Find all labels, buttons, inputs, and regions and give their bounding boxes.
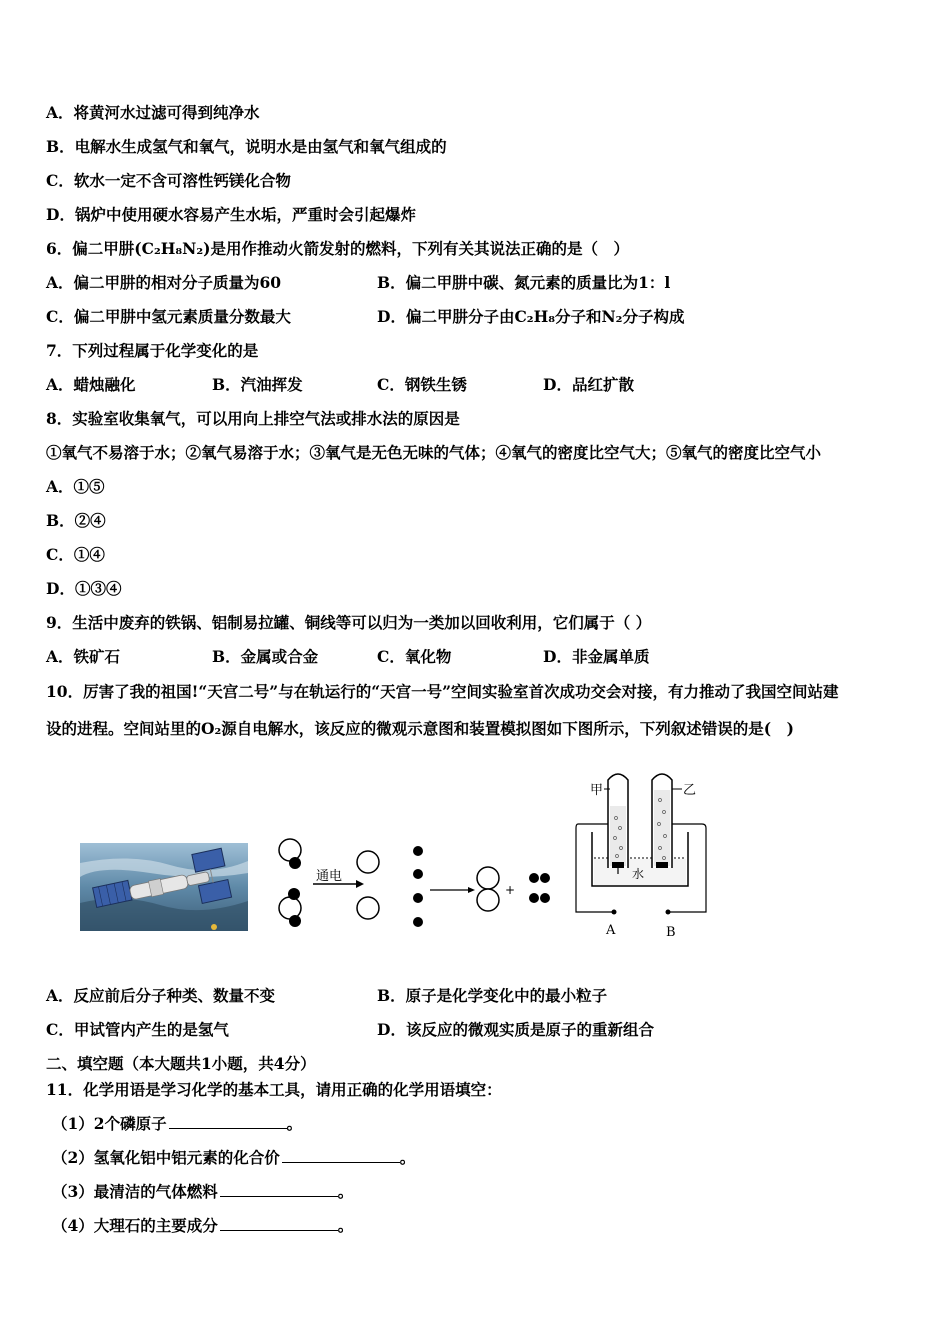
- q6-option-c: C．偏二甲肼中氢元素质量分数最大: [46, 307, 291, 326]
- oxygen-atom: [357, 897, 379, 919]
- q7-option-b: B．汽油挥发: [212, 375, 303, 394]
- q11-item-4: （4）大理石的主要成分 。: [52, 1216, 354, 1235]
- q8-option-a: A．①⑤: [46, 477, 105, 496]
- q8-stem: 8．实验室收集氧气，可以用向上排空气法或排水法的原因是: [46, 409, 460, 428]
- hydrogen-atom: [413, 917, 423, 927]
- microscopic-diagram: [268, 838, 558, 938]
- q5-option-b: B．电解水生成氢气和氧气，说明水是由氢气和氧气组成的: [46, 137, 447, 156]
- q10-option-a: A．反应前后分子种类、数量不变: [46, 986, 276, 1005]
- h2-molecule-atom: [529, 873, 539, 883]
- q9-option-c: C．氧化物: [377, 647, 452, 666]
- h2-molecule-atom: [529, 893, 539, 903]
- q8-option-d: D．①③④: [46, 579, 122, 598]
- hydrogen-atom: [413, 893, 423, 903]
- tube-right-liquid: [654, 790, 670, 866]
- q11-item-2: （2）氢氧化铝中铝元素的化合价 。: [52, 1148, 416, 1167]
- q9-option-b: B．金属或合金: [212, 647, 319, 666]
- electrode-b-label: B: [666, 925, 676, 940]
- q8-statements: ①氧气不易溶于水；②氧气易溶于水；③氧气是无色无味的气体；④氧气的密度比空气大；⑤氧气的密度比空气小: [46, 443, 822, 462]
- o2-molecule-atom: [477, 867, 499, 889]
- q11-item-3: （3）最清洁的气体燃料 。: [52, 1182, 354, 1201]
- q6-option-a: A．偏二甲肼的相对分子质量为60: [46, 273, 282, 292]
- electrode-a-label: A: [606, 923, 616, 938]
- oxygen-atom: [357, 851, 379, 873]
- answer-blank[interactable]: [220, 1216, 338, 1231]
- q7-option-a: A．蜡烛融化: [46, 375, 136, 394]
- arrow-head-2: [468, 887, 475, 893]
- terminal-a: [612, 910, 617, 915]
- h2-molecule-atom: [540, 873, 550, 883]
- q10-option-c: C．甲试管内产生的是氢气: [46, 1020, 229, 1039]
- answer-blank[interactable]: [282, 1148, 400, 1163]
- arrow-label: 通电: [316, 869, 343, 884]
- q11-item-3-prompt: （3）最清洁的气体燃料: [52, 1182, 218, 1201]
- electrode-left: [612, 862, 624, 868]
- water-molecule-1: [279, 839, 301, 869]
- q11-stem: 11．化学用语是学习化学的基本工具，请用正确的化学用语填空：: [46, 1080, 502, 1099]
- q6-stem: 6．偏二甲肼(C₂H₈N₂)是用作推动火箭发射的燃料，下列有关其说法正确的是（ ）: [46, 239, 629, 258]
- q5-option-c: C．软水一定不含可溶性钙镁化合物: [46, 171, 291, 190]
- q11-item-2-prompt: （2）氢氧化铝中铝元素的化合价: [52, 1148, 280, 1167]
- tube-left-label: 甲: [590, 783, 604, 798]
- electrode-right: [656, 862, 668, 868]
- q6-option-d: D．偏二甲肼分子由C₂H₈分子和N₂分子构成: [377, 307, 685, 326]
- q7-stem: 7．下列过程属于化学变化的是: [46, 341, 259, 360]
- arrow-head: [356, 880, 364, 888]
- q10-stem-line2: 设的进程。空间站里的O₂源自电解水，该反应的微观示意图和装置模拟图如下图所示，下列叙述错误的是( ): [46, 719, 794, 738]
- q6-option-b: B．偏二甲肼中碳、氮元素的质量比为1：l: [377, 273, 671, 292]
- q10-option-d: D．该反应的微观实质是原子的重新组合: [377, 1020, 654, 1039]
- q5-option-a: A．将黄河水过滤可得到纯净水: [46, 103, 260, 122]
- water-molecule-2: [279, 888, 301, 927]
- q9-option-a: A．铁矿石: [46, 647, 121, 666]
- answer-blank[interactable]: [220, 1182, 338, 1197]
- space-station-photo: [80, 843, 248, 931]
- hydrogen-atom: [413, 869, 423, 879]
- terminal-b: [666, 910, 671, 915]
- q7-option-d: D．品红扩散: [543, 375, 634, 394]
- h2-molecule-atom: [540, 893, 550, 903]
- water-label: 水: [632, 867, 645, 881]
- q9-stem: 9．生活中废弃的铁锅、铝制易拉罐、铜线等可以归为一类加以回收利用，它们属于（ ）: [46, 613, 652, 632]
- electrolysis-apparatus: [570, 766, 720, 942]
- q7-option-c: C．钢铁生锈: [377, 375, 467, 394]
- o2-molecule-atom: [477, 889, 499, 911]
- q8-option-c: C．①④: [46, 545, 105, 564]
- q5-option-d: D．锅炉中使用硬水容易产生水垢，严重时会引起爆炸: [46, 205, 416, 224]
- q10-stem-line1: 10．厉害了我的祖国!“天宫二号”与在轨运行的“天宫一号”空间实验室首次成功交会对接，有力推动了我国空间站建: [46, 682, 839, 701]
- q11-item-4-prompt: （4）大理石的主要成分: [52, 1216, 218, 1235]
- q9-option-d: D．非金属单质: [543, 647, 650, 666]
- answer-blank[interactable]: [169, 1114, 287, 1129]
- hydrogen-atom: [413, 846, 423, 856]
- q11-item-1-prompt: （1）2个磷原子: [52, 1114, 167, 1133]
- section-heading: 二、填空题（本大题共1小题，共4分）: [46, 1054, 316, 1073]
- q11-item-1: （1）2个磷原子 。: [52, 1114, 303, 1133]
- tube-right-label: 乙: [683, 783, 697, 798]
- q8-option-b: B．②④: [46, 511, 106, 530]
- q10-option-b: B．原子是化学变化中的最小粒子: [377, 986, 608, 1005]
- plus-sign: +: [505, 883, 516, 897]
